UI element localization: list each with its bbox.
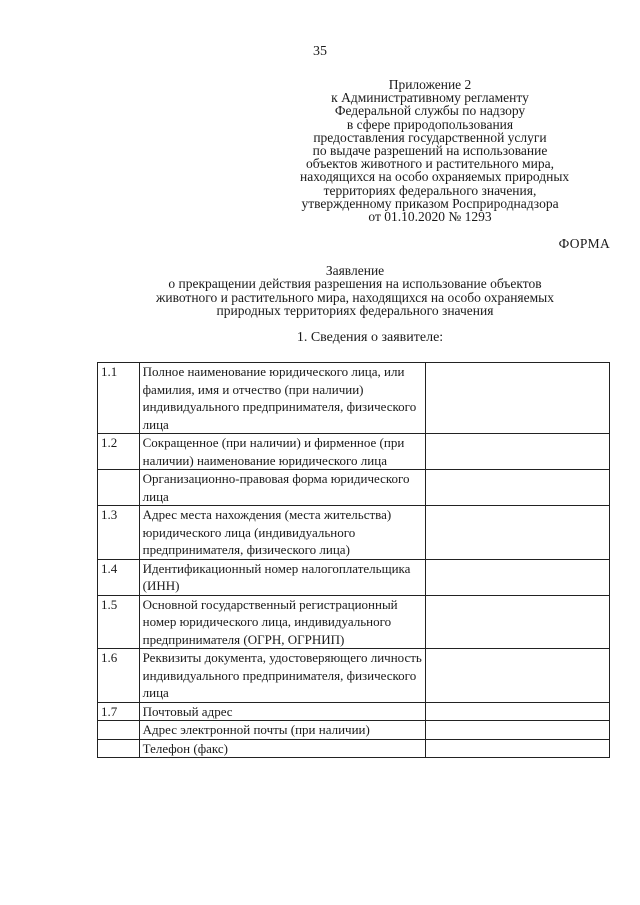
row-number: 1.4 [98,559,140,595]
table-row [98,595,610,649]
row-label: Почтовый адрес [139,702,426,721]
row-number: 1.6 [98,649,140,703]
page-number: 35 [313,44,327,59]
appendix-line: от 01.10.2020 № 1293 [368,209,492,225]
row-label: Реквизиты документа, удостоверяющего личность индивидуального предпринимателя, физического лица [139,649,426,703]
row-label: Полное наименование юридического лица, или фамилия, имя и отчество (при наличии) индивидуального предпринимателя, физического лица [139,363,426,434]
table-row [98,559,610,595]
appendix-line: предоставления государственной услуги [313,129,547,145]
table-row [98,434,610,470]
row-label: Телефон (факс) [139,739,426,758]
row-value-field[interactable] [426,721,610,740]
appendix-line: утвержденному приказом Росприроднадзора [301,195,559,211]
row-label: Организационно-правовая форма юридического лица [139,470,426,506]
row-number: 1.2 [98,434,140,470]
row-value-field[interactable] [426,559,610,595]
table-row [98,470,610,506]
row-number: 1.5 [98,595,140,649]
row-value-field[interactable] [426,506,610,560]
row-label: Идентификационный номер налогоплательщика (ИНН) [139,559,426,595]
appendix-line: к Административному регламенту [331,90,529,106]
row-number: 1.1 [98,363,140,434]
appendix-header [300,77,570,225]
table-row [98,721,610,740]
table-row [98,702,610,721]
table-row [98,739,610,758]
appendix-line: в сфере природопользования [346,116,514,132]
row-label: Адрес места нахождения (места жительства) юридического лица (индивидуального предпринимателя, физического лица) [139,506,426,560]
title-line: Заявление [325,263,385,278]
row-value-field[interactable] [426,739,610,758]
row-number [98,470,140,506]
title-line: о прекращении действия разрешения на использование объектов [168,276,542,292]
table-row [98,506,610,560]
row-value-field[interactable] [426,363,610,434]
row-number [98,721,140,740]
section-heading: 1. Сведения о заявителе: [296,330,444,345]
row-number: 1.7 [98,702,140,721]
appendix-line: по выдаче разрешений на использование [312,143,548,159]
title-line: природных территориях федерального значения [216,302,494,318]
row-value-field[interactable] [426,434,610,470]
row-label: Сокращенное (при наличии) и фирменное (при наличии) наименование юридического лица [139,434,426,470]
row-value-field[interactable] [426,470,610,506]
appendix-line: объектов животного и растительного мира, [306,156,554,172]
appendix-line: Федеральной службы по надзору [334,103,526,119]
table-row [98,649,610,703]
row-number: 1.3 [98,506,140,560]
form-label: ФОРМА [558,236,610,251]
document-title [120,264,590,317]
row-label: Основной государственный регистрационный номер юридического лица, индивидуального предпринимателя (ОГРН, ОГРНИП) [139,595,426,649]
appendix-line: находящихся на особо охраняемых природных [300,169,570,185]
appendix-line: территориях федерального значения, [323,182,537,198]
table-row [98,363,610,434]
row-label: Адрес электронной почты (при наличии) [139,721,426,740]
row-value-field[interactable] [426,595,610,649]
row-number [98,739,140,758]
row-value-field[interactable] [426,649,610,703]
appendix-line: Приложение 2 [388,77,472,92]
title-line: животного и растительного мира, находящихся на особо охраняемых [156,289,554,305]
row-value-field[interactable] [426,702,610,721]
applicant-info-table [97,362,610,758]
